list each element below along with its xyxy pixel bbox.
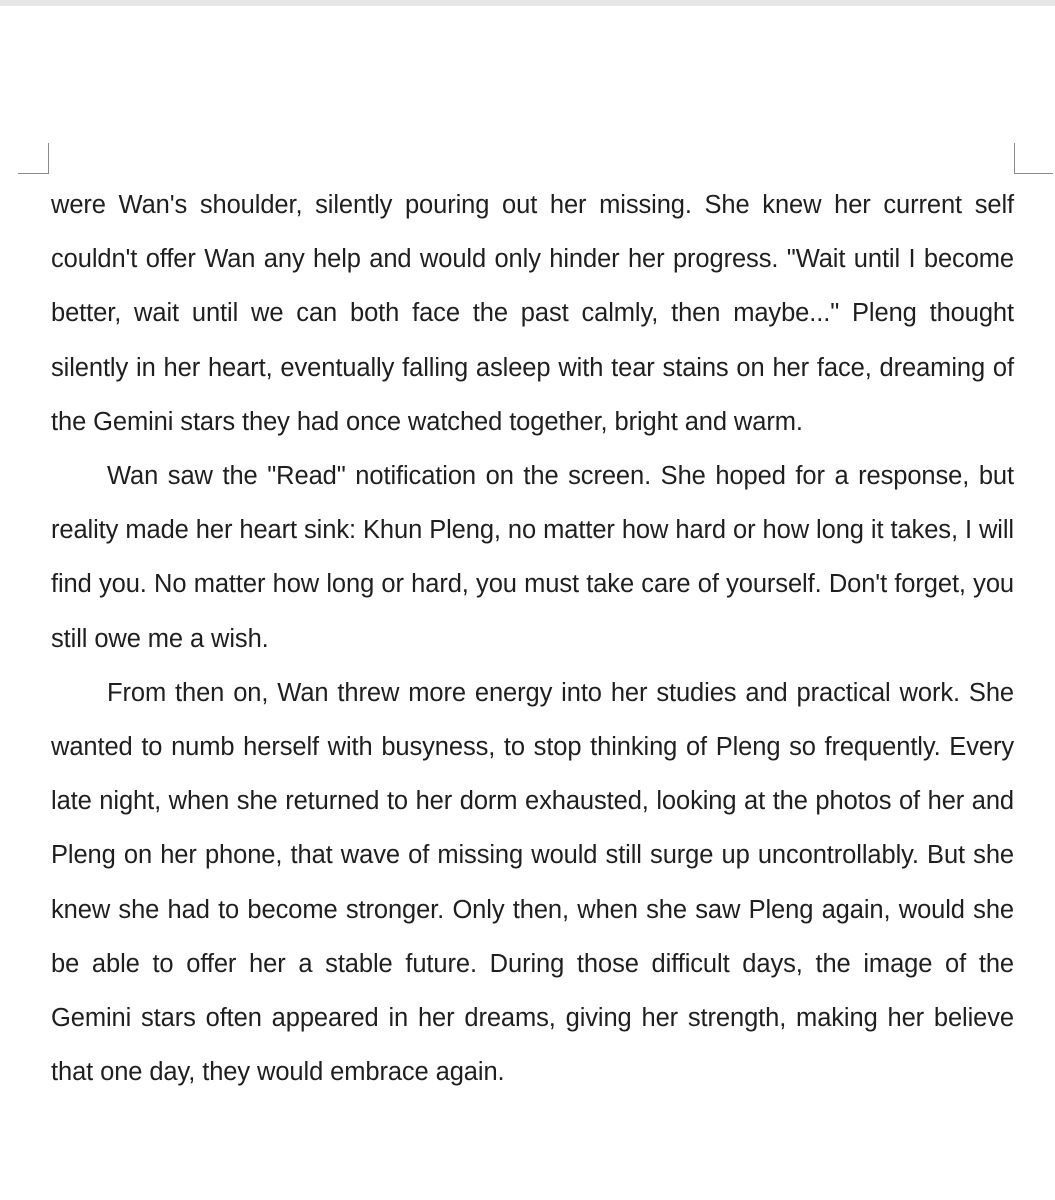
document-body-text[interactable] bbox=[51, 178, 1014, 1099]
margin-corner-mark-left bbox=[18, 143, 49, 174]
document-page[interactable] bbox=[0, 6, 1055, 1200]
margin-corner-mark-right bbox=[1014, 143, 1053, 174]
paragraph-3[interactable]: From then on, Wan threw more energy into her studies and practical work. She wanted to numb herself with busyness, to stop thinking of Pleng so frequently. Every late night, when she returned to her dorm exhausted, looking at the photos of her and Pleng on her phone, that wave of missing would still surge up uncontrollably. But she knew she had to become stronger. Only then, when she saw Pleng again, would she be able to offer her a stable future. During those difficult days, the image of the Gemini stars often appeared in her dreams, giving her strength, making her believe that one day, they would embrace again. bbox=[51, 678, 1014, 1087]
paragraph-1[interactable]: were Wan's shoulder, silently pouring out her missing. She knew her current self couldn't offer Wan any help and would only hinder her progress. "Wait until I become better, wait until we can both face the past calmly, then maybe..." Pleng thought silently in her heart, eventually falling asleep with tear stains on her face, dreaming of the Gemini stars they had once watched together, bright and warm. bbox=[51, 191, 1014, 436]
paragraph-2[interactable]: Wan saw the "Read" notification on the screen. She hoped for a response, but reality made her heart sink: Khun Pleng, no matter how hard or how long it takes, I will find you. No matter how long or hard, you must take care of yourself. Don't forget, you still owe me a wish. bbox=[51, 462, 1014, 653]
